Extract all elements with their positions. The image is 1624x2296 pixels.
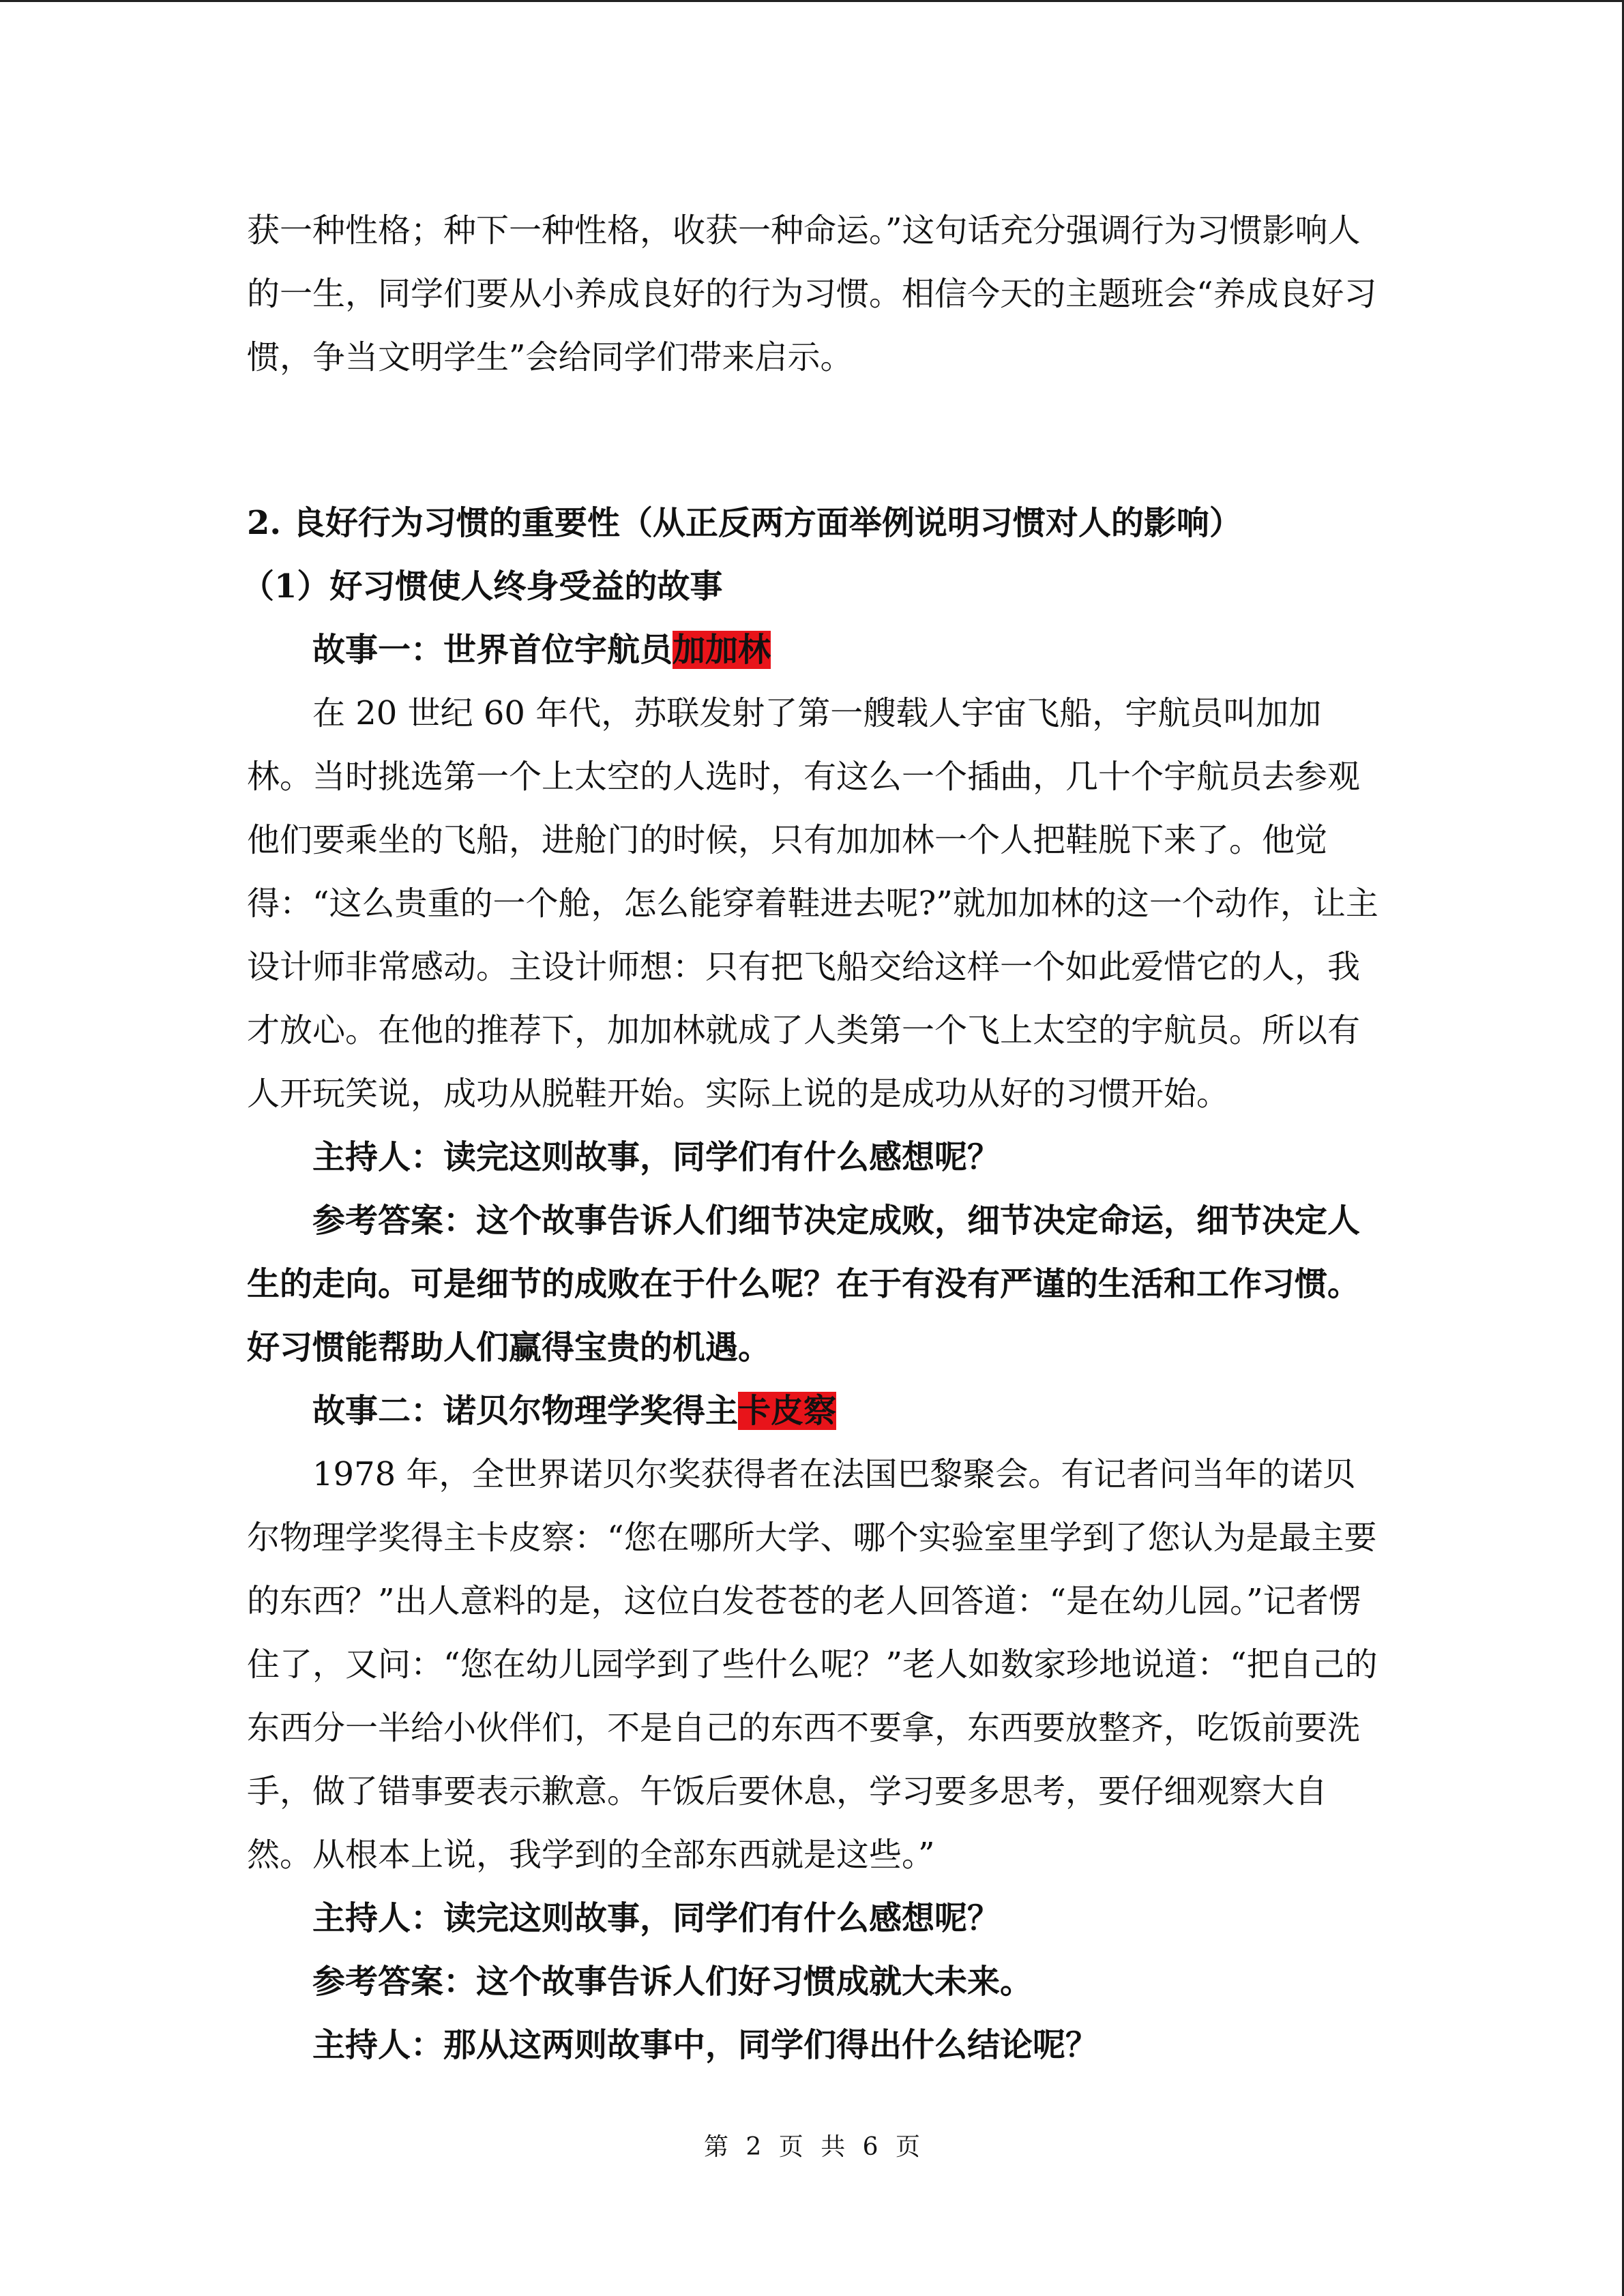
section-heading: 2. 良好行为习惯的重要性（从正反两方面举例说明习惯对人的影响） [247,504,1242,542]
document-body [241,199,1379,2077]
story1-title-highlight: 加加林 [673,631,771,669]
story2-title-highlight: 卡皮察 [738,1392,837,1430]
paragraph-intro: 获一种性格；种下一种性格，收获一种命运。”这句话充分强调行为习惯影响人的一生，同学们要从小养成良好的行为习惯。相信今天的主题班会“养成良好习惯，争当文明学生”会给同学们带来启示。 [247,211,1377,376]
story1-title-prefix: 故事一：世界首位宇航员 [312,631,673,669]
host-question-1: 主持人：读完这则故事，同学们有什么感想呢？ [312,1138,1001,1176]
story2-body: 1978 年，全世界诺贝尔奖获得者在法国巴黎聚会。有记者问当年的诺贝尔物理学奖得主卡皮察：“您在哪所大学、哪个实验室里学到了您认为是最主要的东西？”出人意料的是，这位白发苍苍的老人回答道：“是在幼儿园。”记者愣住了，又问：“您在幼儿园学到了些什么呢？”老人如数家珍地说道：“把自己的东西分一半给小伙伴们，不是自己的东西不要拿，东西要放整齐，吃饭前要洗手，做了错事要表示歉意。午饭后要休息，学习要多思考，要仔细观察大自然。从根本上说，我学到的全部东西就是这些。” [247,1455,1378,1874]
host-question-2: 主持人：读完这则故事，同学们有什么感想呢？ [312,1899,1001,1937]
host-question-3: 主持人：那从这两则故事中，同学们得出什么结论呢？ [312,2026,1099,2064]
story2-title-prefix: 故事二：诺贝尔物理学奖得主 [312,1392,739,1430]
page-border-top [0,0,1624,2]
story2-title [247,1380,1379,1443]
reference-answer-1: 参考答案：这个故事告诉人们细节决定成败，细节决定命运，细节决定人生的走向。可是细节的成败在于什么呢？在于有没有严谨的生活和工作习惯。好习惯能帮助人们赢得宝贵的机遇。 [247,1202,1361,1367]
story1-title [247,618,1379,682]
subsection-heading: （1）好习惯使人终身受益的故事 [241,567,723,606]
story1-body: 在 20 世纪 60 年代，苏联发射了第一艘载人宇宙飞船，宇航员叫加加林。当时挑选第一个上太空的人选时，有这么一个插曲，几十个宇航员去参观他们要乘坐的飞船，进舱门的时候，只有加加林一个人把鞋脱下来了。他觉得：“这么贵重的一个舱，怎么能穿着鞋进去呢?”就加加林的这一个动作，让主设计师非常感动。主设计师想：只有把飞船交给这样一个如此爱惜它的人，我才放心。在他的推荐下，加加林就成了人类第一个飞上太空的宇航员。所以有人开玩笑说，成功从脱鞋开始。实际上说的是成功从好的习惯开始。 [247,694,1378,1113]
reference-answer-2: 参考答案：这个故事告诉人们好习惯成就大未来。 [312,1963,1033,2001]
spacer [247,389,1379,492]
page-footer: 第 2 页 共 6 页 [703,2133,921,2161]
